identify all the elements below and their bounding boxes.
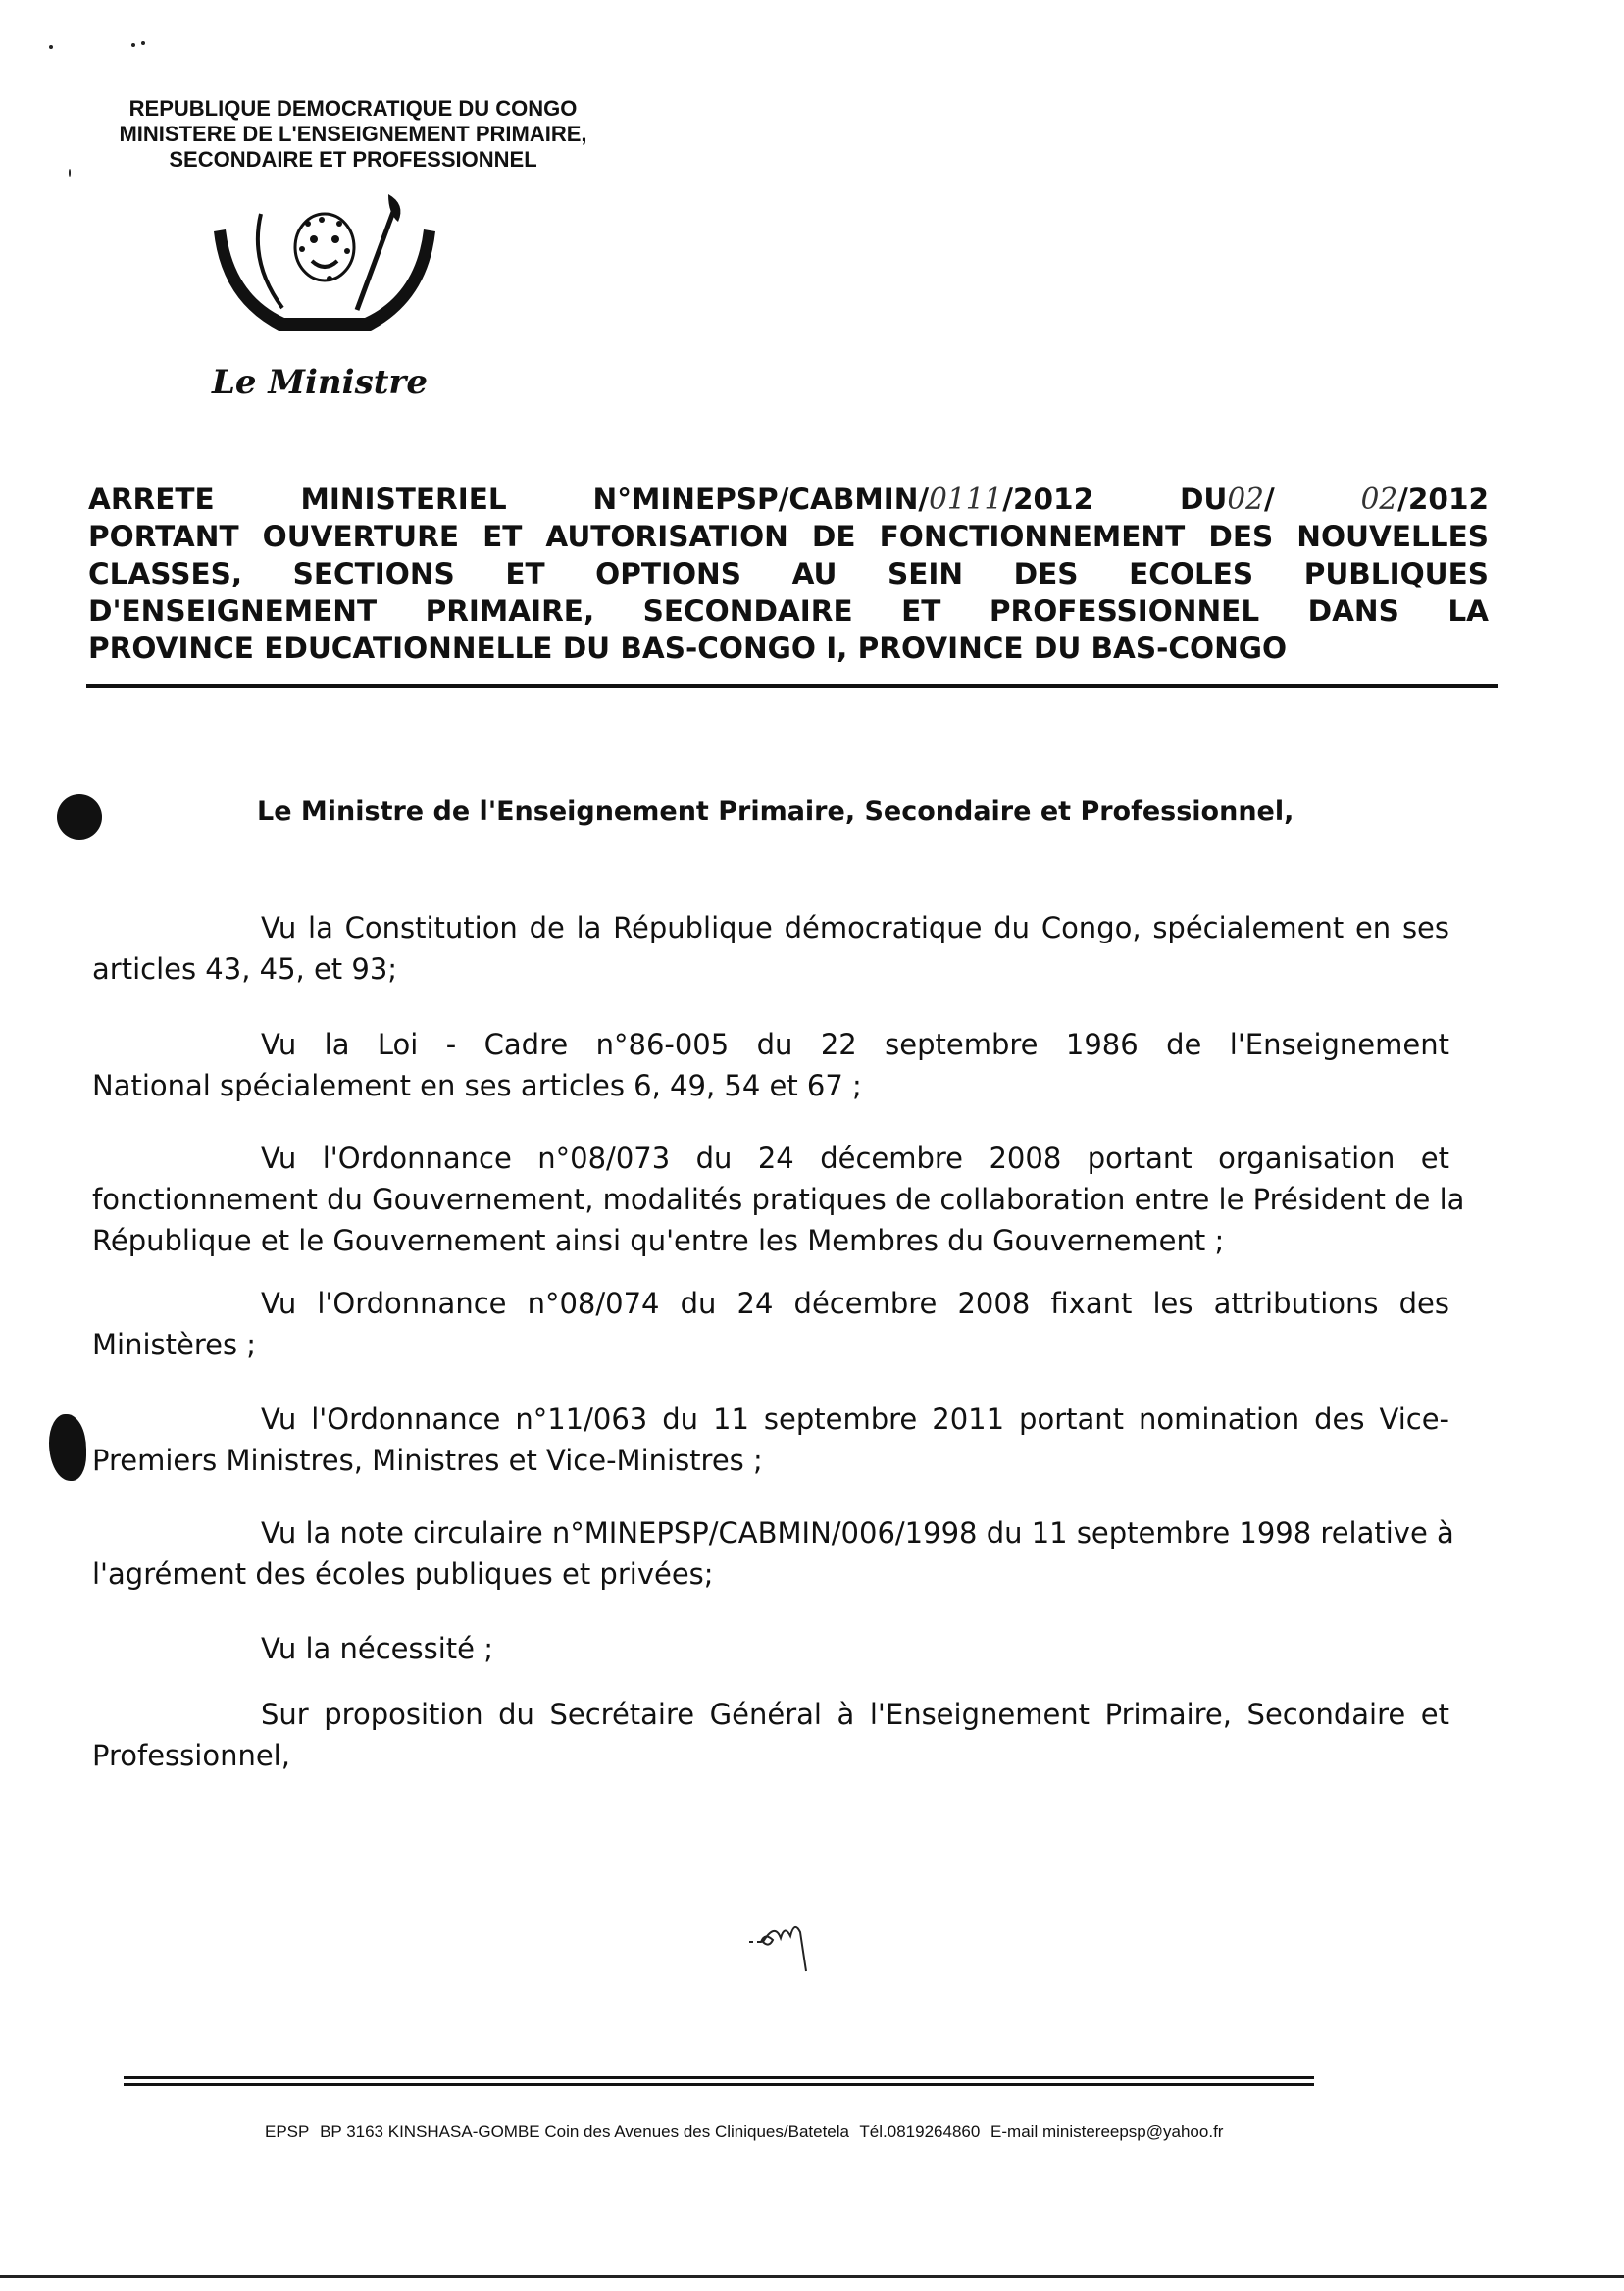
preamble-paragraph bbox=[92, 1628, 1449, 1669]
motto-paix: PAIX bbox=[306, 304, 345, 321]
footer-rule bbox=[124, 2076, 1314, 2079]
decree-line-4: D'ENSEIGNEMENT PRIMAIRE, SECONDAIRE ET PROFESSIONNEL DANS LA bbox=[88, 594, 1489, 628]
preamble-line: République et le Gouvernement ainsi qu'entre les Membres du Gouvernement ; bbox=[92, 1224, 1225, 1257]
letterhead-country: REPUBLIQUE DEMOCRATIQUE DU CONGO bbox=[128, 96, 578, 121]
coat-of-arms-emblem bbox=[192, 184, 457, 351]
letterhead bbox=[39, 96, 667, 173]
preamble-line: Sur proposition du Secrétaire Général à l'Enseignement Primaire, Secondaire et bbox=[261, 1698, 1449, 1731]
preamble-line: Professionnel, bbox=[92, 1739, 290, 1772]
punch-hole-mark bbox=[49, 1414, 86, 1481]
scan-speck bbox=[141, 41, 145, 45]
preamble-paragraph bbox=[92, 1512, 1454, 1595]
preamble-line: Vu l'Ordonnance n°11/063 du 11 septembre 2011 portant nomination des Vice- bbox=[261, 1402, 1449, 1436]
preamble-paragraph bbox=[92, 1138, 1465, 1261]
decree-line-1 bbox=[88, 481, 1489, 518]
scan-edge bbox=[0, 2275, 1624, 2278]
footer-phone: Tél.0819264860 bbox=[859, 2122, 981, 2141]
preamble-paragraph bbox=[92, 1694, 1449, 1776]
preamble-paragraph bbox=[92, 1283, 1449, 1365]
footer-contact bbox=[265, 2122, 1229, 2142]
preamble-line: Vu la nécessité ; bbox=[261, 1632, 493, 1665]
minister-signature-label: Le Ministre bbox=[212, 363, 428, 402]
decree-line-2: PORTANT OUVERTURE ET AUTORISATION DE FONCTIONNEMENT DES NOUVELLES bbox=[88, 520, 1489, 553]
preamble-line: l'agrément des écoles publiques et privées; bbox=[92, 1557, 714, 1591]
decree-line-3: CLASSES, SECTIONS ET OPTIONS AU SEIN DES ECOLES PUBLIQUES bbox=[88, 557, 1489, 590]
decree-month: 02 bbox=[1360, 483, 1398, 516]
footer-code: EPSP bbox=[265, 2122, 310, 2141]
decree-ref-prefix: ARRETE MINISTERIEL N°MINEPSP/CABMIN/ bbox=[88, 483, 930, 516]
letterhead-ministry: MINISTERE DE L'ENSEIGNEMENT PRIMAIRE, bbox=[119, 122, 587, 146]
decree-number: 0111 bbox=[929, 483, 1003, 516]
preamble-line: Vu la Constitution de la République démocratique du Congo, spécialement en ses bbox=[261, 911, 1449, 944]
initials-signature bbox=[745, 1903, 843, 1981]
decree-date-separator: / bbox=[1263, 483, 1361, 516]
decree-year: /2012 bbox=[1397, 483, 1490, 516]
decree-line-5: PROVINCE EDUCATIONNELLE DU BAS-CONGO I, PROVINCE DU BAS-CONGO bbox=[88, 632, 1288, 665]
footer-address: BP 3163 KINSHASA-GOMBE Coin des Avenues des Cliniques/Batetela bbox=[320, 2122, 849, 2141]
preamble-paragraph bbox=[92, 907, 1449, 990]
motto-justice: JUSTICE bbox=[230, 238, 281, 297]
preamble-line: Vu l'Ordonnance n°08/073 du 24 décembre 2008 portant organisation et bbox=[261, 1142, 1449, 1175]
footer-rule-double bbox=[124, 2083, 1314, 2086]
preamble-line: Vu l'Ordonnance n°08/074 du 24 décembre 2008 fixant les attributions des bbox=[261, 1287, 1449, 1320]
preamble-line: Vu la note circulaire n°MINEPSP/CABMIN/006/1998 du 11 septembre 1998 relative à bbox=[261, 1516, 1454, 1550]
motto-travail: TRAVAIL bbox=[373, 230, 424, 292]
punch-hole-mark bbox=[57, 794, 102, 840]
preamble-paragraph bbox=[92, 1024, 1449, 1106]
title-underline bbox=[86, 684, 1498, 688]
scan-speck bbox=[49, 45, 53, 49]
decree-date-label: /2012 DU bbox=[1002, 483, 1228, 516]
letterhead-ministry-cont: SECONDAIRE ET PROFESSIONNEL bbox=[169, 147, 537, 172]
footer-email: E-mail ministereepsp@yahoo.fr bbox=[990, 2122, 1224, 2141]
preamble-line: fonctionnement du Gouvernement, modalités pratiques de collaboration entre le Président de la bbox=[92, 1183, 1465, 1216]
preamble-paragraph bbox=[92, 1399, 1449, 1481]
preamble-line: Premiers Ministres, Ministres et Vice-Ministres ; bbox=[92, 1444, 763, 1477]
preamble-line: National spécialement en ses articles 6, 49, 54 et 67 ; bbox=[92, 1069, 862, 1102]
preamble-line: Ministères ; bbox=[92, 1328, 257, 1361]
minister-heading: Le Ministre de l'Enseignement Primaire, Secondaire et Professionnel, bbox=[257, 796, 1294, 827]
preamble-line: articles 43, 45, et 93; bbox=[92, 952, 398, 986]
scan-speck bbox=[131, 43, 135, 47]
svg-text:PAIX bbox=[307, 304, 345, 320]
decree-day: 02 bbox=[1227, 483, 1264, 516]
preamble-line: Vu la Loi - Cadre n°86-005 du 22 septembre 1986 de l'Enseignement bbox=[261, 1028, 1449, 1061]
decree-title bbox=[88, 481, 1489, 667]
